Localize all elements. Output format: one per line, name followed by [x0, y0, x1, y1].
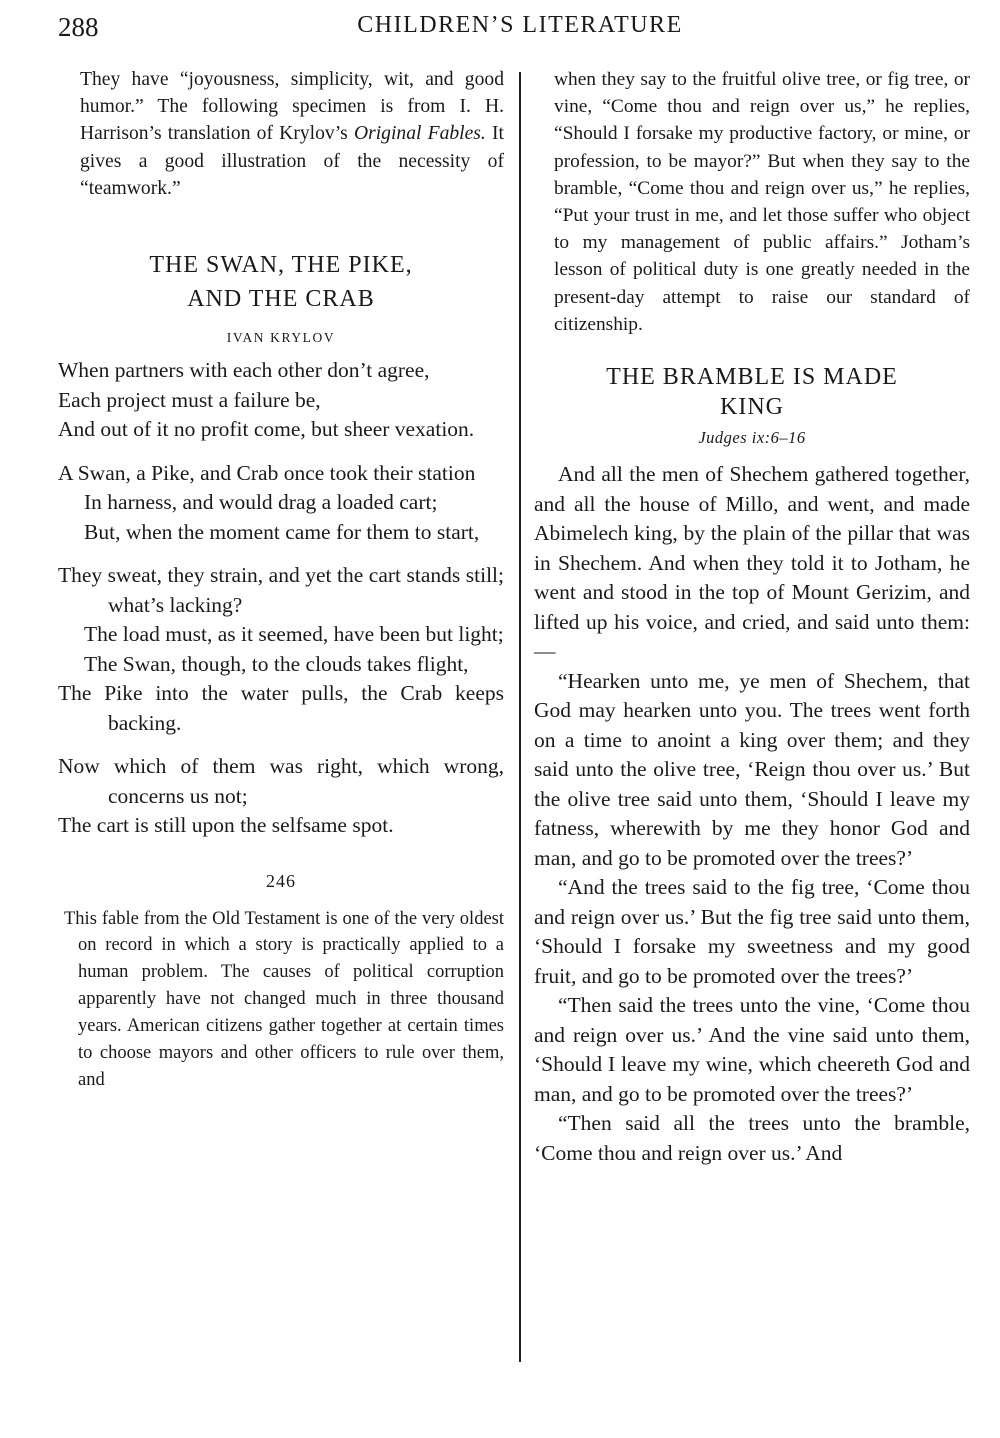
stanza-3	[58, 561, 504, 738]
intro-text-a: They have “joyousness, simplicity, wit, and good humor.” The following specimen is from I. H. Harrison’s translation of Krylov’s	[80, 69, 504, 145]
story-paragraph: “Hearken unto me, ye men of Shechem, that God may hearken unto you. The trees went forth on a time to anoint a king over them; and they said unto the olive tree, ‘Reign thou over us.’ But the olive tree said unto them, ‘Should I leave my fatness, wherewith by me they honor God and man, and go to be promoted over the trees?’	[534, 668, 970, 870]
story-paragraph: And all the men of Shechem gathered together, and all the house of Millo, and went, and made Abimelech king, by the plain of the pillar that was in Shechem. And when they told it to Jotham, he went and stood in the top of Mount Gerizim, and lifted up his voice, and cried, and said unto them:—	[534, 462, 970, 664]
left-column	[58, 66, 504, 1094]
poem-line: The Pike into the water pulls, the Crab keeps backing.	[58, 681, 504, 735]
poem-line: They sweat, they strain, and yet the cart stands still; what’s lacking?	[58, 563, 504, 617]
poem-line: The load must, as it seemed, have been but light;	[84, 622, 504, 647]
story-title	[534, 360, 970, 424]
stanza-1	[58, 356, 504, 445]
poem-line: Now which of them was right, which wrong, concerns us not;	[58, 754, 504, 808]
poem-title-line-1: THE SWAN, THE PIKE,	[149, 252, 413, 279]
stanza-2	[58, 459, 504, 548]
running-title: CHILDREN’S LITERATURE	[357, 12, 683, 38]
poem-line: The Swan, though, to the clouds takes flight,	[84, 651, 469, 676]
story-paragraph: “Then said the trees unto the vine, ‘Come thou and reign over us.’ And the vine said unto them, ‘Should I leave my wine, which cheereth God and man, and go to be promoted over the trees?’	[534, 993, 970, 1106]
poem-title	[58, 248, 504, 316]
intro-book-title: Original Fables.	[353, 123, 486, 145]
story-paragraph: “Then said all the trees unto the bramble, ‘Come thou and reign over us.’ And	[534, 1111, 970, 1165]
poem-line: And out of it no profit come, but sheer vexation.	[58, 417, 475, 442]
page-number: 288	[58, 12, 99, 42]
poem-title-line-2: AND THE CRAB	[187, 286, 375, 313]
poem-line: Each project must a failure be,	[58, 387, 321, 412]
editor-note-continued: when they say to the fruitful olive tree, or fig tree, or vine, “Come thou and reign over us,” he replies, “Should I forsake my productive factory, or mine, or profession, to be mayor?” But when they say to the bramble, “Come thou and reign over us,” he replies, “Put your trust in me, and let those suffer who object to my management of public affairs.” Jotham’s lesson of political duty is one greatly needed in the present-day attempt to raise our standard of citizenship.	[554, 69, 970, 335]
poem-line: But, when the moment came for them to start,	[84, 519, 480, 544]
story-title-line-2: KING	[720, 394, 784, 421]
page-header	[0, 8, 1000, 48]
column-divider	[519, 72, 521, 1362]
poem-line: When partners with each other don’t agree,	[58, 358, 430, 383]
poem-line: The cart is still upon the selfsame spot.	[58, 813, 394, 838]
story-paragraph: “And the trees said to the fig tree, ‘Come thou and reign over us.’ But the fig tree said unto them, ‘Should I forsake my sweetness and my good fruit, and go to be promoted over the trees?’	[534, 875, 970, 988]
scripture-reference: Judges ix:6–16	[698, 428, 806, 448]
editor-note: This fable from the Old Testament is one of the very oldest on record in which a story is practically applied to a human problem. The causes of political corruption apparently have not changed much in three thousand years. American citizens gather together at certain times to choose mayors and other officers to rule over them, and	[64, 908, 504, 1090]
intro-paragraph	[58, 66, 504, 202]
selection-number: 246	[266, 870, 296, 891]
intro-text-b: It gives a good illustration of the necessity of “teamwork.”	[80, 123, 504, 199]
poem-line: In harness, and would drag a loaded cart;	[84, 490, 438, 515]
poem-author: IVAN KRYLOV	[226, 330, 336, 346]
story-title-line-1: THE BRAMBLE IS MADE	[606, 364, 898, 391]
story-text	[534, 460, 970, 1168]
poem-line: A Swan, a Pike, and Crab once took their station	[58, 460, 476, 485]
right-column	[534, 66, 970, 1168]
stanza-4	[58, 752, 504, 841]
